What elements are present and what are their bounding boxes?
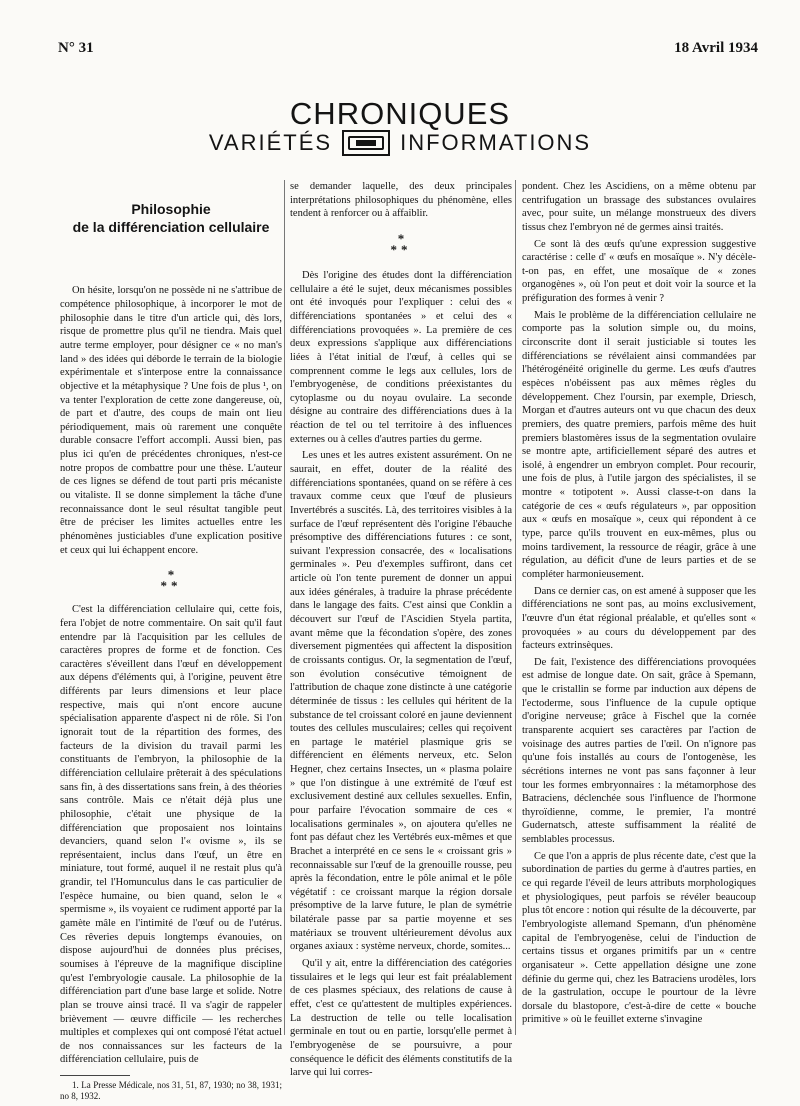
issue-date: 18 Avril 1934 <box>674 40 758 56</box>
subtitle-left: VARIÉTÉS <box>208 130 333 155</box>
footnote: 1. La Presse Médicale, nos 31, 51, 87, 1930; no 38, 1931; no 8, 1932. <box>60 1080 282 1102</box>
section-separator-stars: * ** <box>160 567 182 594</box>
column-2 <box>290 180 512 1083</box>
column-divider <box>284 180 285 1035</box>
paragraph: se demander laquelle, des deux principales interprétations philosophiques du phénomène, elles tendent à renforcer ou à affaiblir. <box>290 181 512 220</box>
paragraph: De fait, l'existence des différenciations provoquées est admise de longue date. On sait, grâce à Spemann, que le cristallin se forme par induction aux dépens de l'ectoderme, sous l'influence de la cupule optique d'origine nerveuse; grâce à Fischel que la cornée transparente acquiert ses caractères par l'action de voisinage des autres parties de l'œil. On n'ignore pas qu'une fois installés au cours de l'ontogenèse, les sécrétions internes ne vont pas sans façonner à leur tour les formes embryonnaires : la métamorphose des Batraciens, déclenchée sous l'influence de l'hormone thyroïdienne, comme, le premier, l'a montré Gudernatsch, atteste suffisamment la réalité de semblables processus. <box>522 656 756 846</box>
paragraph: C'est la différenciation cellulaire qui, cette fois, fera l'objet de notre commentaire. On sait qu'il faut entendre par là l'acquisition par les cellules de caractères propres de forme et de fonction. Ces caractères s'éveillent dans l'œuf en développement aux dépens d'éléments qui, à l'origine, peuvent être différents par leurs dimensions et leur place respective, mais qui n'ont encore aucune spécialisation apparente d'aspect ni de rôle. Si l'on ignorait tout de la répartition des formes, des facteurs de la division du travail parmi les constituants de l'embryon, la philosophie de la différenciation cellulaire prêterait à des spéculations sans fin, à des dissertations sans frein, à des théories sans contrôle. Mais ce n'était déjà plus une philosophie, c'était une physique de la différenciation que proposaient nos lointains devanciers, quand selon l'« ovisme », ils se représentaient, inclus dans l'œuf, un être en miniature, tout formé, auquel il ne restait plus qu'à grandir, tel l'Homunculus dans le cas particulier de l'espèce humaine, ou bien quand, selon le « spermisme », ils voyaient ce rudiment apporté par la gamète mâle en l'intimité de l'œuf ou de l'utérus. Ces rêveries depuis longtemps évanouies, on dispose aujourd'hui de données plus précises, soumises à l'épreuve de la magnifique discipline qu'est l'embryologie causale. La philosophie de la différenciation part d'une base large et solide. Notre plan se trouve ainsi tracé. Il va s'agir de rappeler brièvement — œuvre difficile — les recherches multiples et complexes qui ont composé l'état actuel de nos connaissances sur les facteurs de la différenciation cellulaire, puis de <box>60 604 282 1066</box>
paragraph: On hésite, lorsqu'on ne possède ni ne s'attribue de compétence philosophique, à incorporer le mot de philosophie dans le titre d'un article qui, dès lors, risque de promettre plus qu'il ne tiendra. Mais quel autre terme employer, pour désigner ce « no man's land » des idées qui déborde le terrain de la biologie expérimentale et s'interpose entre la connaissance objective et la métaphysique ? Une fois de plus ¹, on va tenter l'exploration de cette zone dangereuse, où, de part et d'autre, des coups de main ont lieu périodiquement, mais où rarement une conquête durable consacre l'effort accompli. Aussi bien, pas plus ici qu'en de précédentes chroniques, n'est-ce notre propos de combattre pour une thèse. L'auteur de ces lignes se défend de tout parti pris mécaniste ou vitaliste. Il se donne simplement la tâche d'une reconnaissance dont le seul résultat tangible peut être de préciser les limites actuelles entre les phénomènes justiciables d'une explication positive et ceux qui lui échappent encore. <box>60 285 282 556</box>
paragraph: pondent. Chez les Ascidiens, on a même obtenu par centrifugation un brassage des substances ovulaires avec, pour suite, un mélange monstrueux des divers tissus chez l'embryon né de germes ainsi traités. <box>522 181 756 233</box>
column-divider <box>515 180 516 1035</box>
column-1 <box>60 180 282 1106</box>
ornament-icon <box>342 130 390 156</box>
issue-number: N° 31 <box>58 40 94 56</box>
column-3 <box>522 180 756 1030</box>
article-title: Philosophie de la différenciation cellulaire <box>72 201 270 236</box>
section-separator-stars: * ** <box>390 230 412 257</box>
paragraph: Mais le problème de la différenciation cellulaire ne comporte pas la solution simple ou, du moins, circonscrite dont il serait justiciable si toutes les différenciations se révélaient ainsi commandées par l'hétérogénéité originelle du germe. Les œufs d'autres espèces n'obéissent pas aux mêmes règles du développement. Chez l'oursin, par exemple, Driesch, Morgan et d'autres auteurs ont vu que chacun des deux premiers, des quatre premiers, parfois même des huit premiers blastomères issus de la segmentation ovulaire se montre apte, artificiellement séparé des autres et isolé, à engendrer un embryon complet. Pour recourir, une fois de plus, à l'utile jargon des spécialistes, il se montre « totipotent ». Aussi classe-t-on dans la catégorie de ces « œufs régulateurs », par opposition aux « œufs en mosaïque », ceux qui répondent à ce type, parce qu'ils trouvent en eux-mêmes, plus ou moins tardivement, la ressource de réagir, grâce à une régulation, au déficit d'une de leurs parties et de se compléter harmonieusement. <box>522 309 756 580</box>
section-title: CHRONIQUES <box>289 96 511 131</box>
section-subtitle <box>0 130 800 156</box>
paragraph: Qu'il y ait, entre la différenciation des catégories tissulaires et le legs qui leur est fait préalablement de ces plasmes spéciaux, des relations de cause à effet, c'est ce qu'attestent de multiples expériences. La destruction de telle ou telle localisation germinale en tout ou en partie, lorsqu'elle permet à l'embryogenèse de se poursuivre, a pour conséquence le déficit des éléments constitutifs de la larve qui lui corres- <box>290 958 512 1079</box>
footnote-divider <box>60 1075 130 1076</box>
paragraph: Dès l'origine des études dont la différenciation cellulaire a été le sujet, deux mécanismes possibles ont été invoqués pour l'expliquer : celui des « différenciations spontanées » et celui des « différenciations provoquées ». La première de ces deux expressions s'applique aux différenciations liées à l'état initial de l'œuf, à celles qui se comprennent comme le legs aux cellules, lors de l'embryogenèse, de conditions préexistantes du cytoplasme ou du noyau ovulaire. La seconde désigne au contraire des différenciations dues à la réaction de tel ou tel territoire à des influences externes ou à celles d'autres parties du germe. <box>290 270 512 445</box>
paragraph: Les unes et les autres existent assurément. On ne saurait, en effet, douter de la réalité des différenciations spontanées, quand on se réfère à ces travaux comme ceux que l'œuf de plusieurs Invertébrés a suscités. Là, des territoires visibles à la surface de l'œuf représentent dès l'origine l'ébauche présomptive des différenciations futures : ce sont, suivant l'expression consacrée, des « localisations germinales ». Peu d'exemples suffiront, dans cet article où l'on tente purement de donner un appui aux idées générales, à traduire la phrase précédente dans le langage des faits. C'est ainsi que Conklin a découvert sur l'œuf de l'Ascidien Styela partita, avant même que la fécondation s'opère, des zones diversement pigmentées qui affectent la disposition de croissants contigus. Or, la segmentation de l'œuf, son évolution consécutive témoignent de l'attribution de chaque zone distincte à une catégorie déterminée de tissus : les cellules qui héritent de la substance de tel croissant coloré en jaune deviennent toutes des cellules musculaires; celles qui reçoivent en partage le matériel plasmique gris se différencient en éléments nerveux, etc. Selon Hegner, chez certains Insectes, un « plasma polaire » que l'on distingue à une extrémité de l'œuf est exclusivement destiné aux cellules sexuelles. Enfin, pour parfaire l'évocation sommaire de ces « localisations germinales », on ajoutera qu'elles ne font pas défaut chez les Vertébrés eux-mêmes et que Brachet a interprété en ce sens le « croissant gris » reconnaissable sur l'œuf de la grenouille rousse, peu après la fécondation, entre le pôle animal et le pôle végétatif : ce croissant marque la région dorsale présomptive de la larve future, le plan de symétrie bilatérale passe par sa partie moyenne et ses matériaux se trouvent ultérieurement dévolus aux organes axiaux : système nerveux, chorde, somites... <box>290 450 512 953</box>
page-header <box>58 40 758 57</box>
paragraph: Dans ce dernier cas, on est amené à supposer que les différenciations ne sont pas, au moins exclusivement, l'œuvre d'un état régional préalable, et qu'elles sont « provoquées » au cours du développement par des facteurs extrinsèques. <box>522 585 756 652</box>
paragraph: Ce que l'on a appris de plus récente date, c'est que la subordination de parties du germe à d'autres parties, en ce qui regarde l'éveil de leurs attributs morphologiques et physiologiques, peut parfois se révéler beaucoup plus tôt encore : notion qui résulte de la découverte, par l'embryologiste allemand Spemann, d'un phénomène capital de l'embryogenèse, celui de l'induction de certains tissus et organes primitifs par un « centre organisateur ». Cette appellation désigne une zone définie du germe qui, chez les Batraciens urodèles, lors de la gastrulation, occupe le pourtour de la lèvre dorsale du blastopore, c'est-à-dire de cette « bouche primitive » où le feuillet externe s'invagine <box>522 850 756 1026</box>
subtitle-right: INFORMATIONS <box>400 130 592 155</box>
paragraph: Ce sont là des œufs qu'une expression suggestive caractérise : celle d' « œufs en mosaïque ». N'y décèle-t-on pas, en effet, une mosaïque de « zones organogènes », où l'on peut et doit voir la source et la préfiguration des formes à venir ? <box>522 238 756 305</box>
